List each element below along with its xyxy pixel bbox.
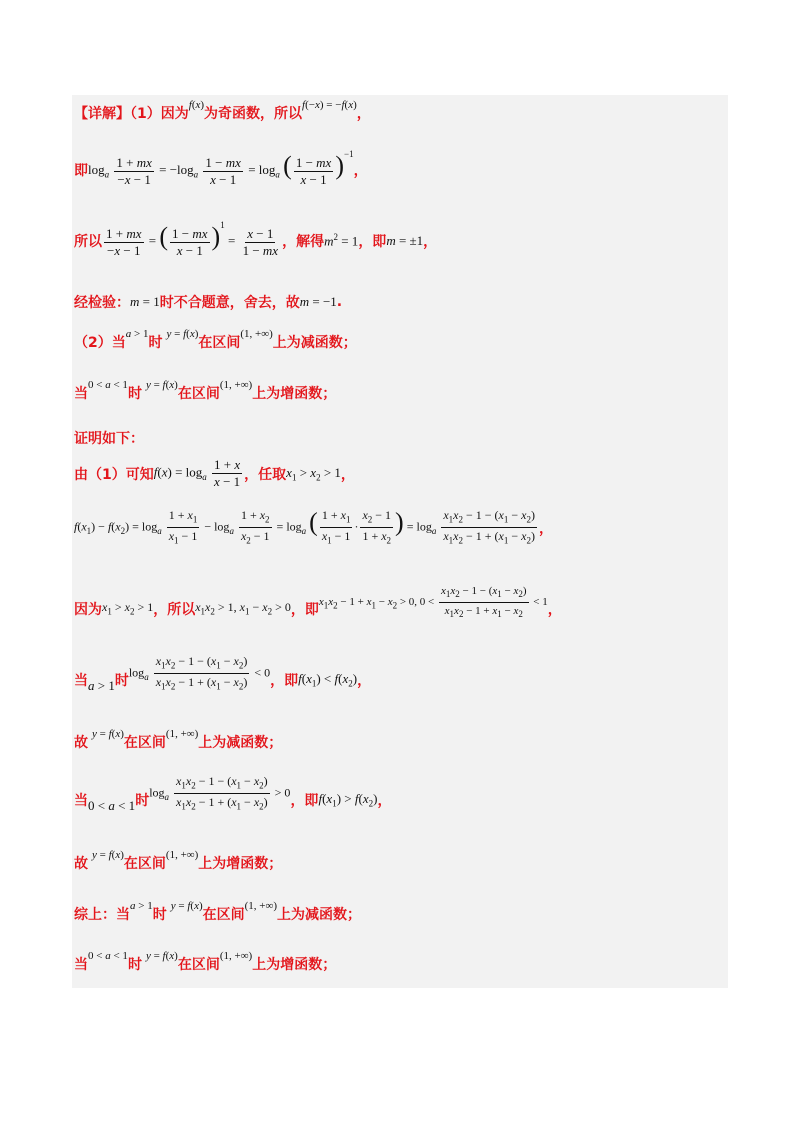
text: 故 xyxy=(74,735,88,751)
text: 时 xyxy=(114,672,129,689)
text: ，即 xyxy=(270,672,299,689)
math: y = f(x) xyxy=(145,950,178,962)
line-15 xyxy=(74,900,361,924)
line-9 xyxy=(74,508,553,548)
math: $x_1x_2 > 1$, $x_1 - x_2 > 0$ xyxy=(195,600,291,617)
math: y = f(x) xyxy=(170,900,203,912)
text: ， xyxy=(357,672,372,689)
text: 经检验： xyxy=(74,295,130,311)
text: 因为 xyxy=(74,601,102,618)
math: 0 < a < 1 xyxy=(88,379,128,391)
text: 【详解】（1）因为 xyxy=(74,106,189,122)
text: 上为减函数； xyxy=(272,335,357,351)
math: $\log_a$ $\frac{x_1x_2 - 1 - (x_1 - x_2)}{x_1x_2 - 1 + (x_1 - x_2)}$ > 0 xyxy=(149,774,291,812)
text: 时 xyxy=(148,335,163,351)
text: 在区间 xyxy=(123,735,166,751)
math: (1, +∞) xyxy=(219,950,253,962)
text: 时不合题意，舍去，故 xyxy=(159,295,300,311)
math: $x_1 > x_2 > 1$ xyxy=(286,464,341,483)
math: y = f(x) xyxy=(92,728,124,740)
text: 当 xyxy=(74,792,88,809)
math: y = f(x) xyxy=(92,849,124,861)
math: (1, +∞) xyxy=(165,728,199,740)
text: ，即 xyxy=(358,233,387,250)
text: 综上：当 xyxy=(74,907,130,923)
text: 在区间 xyxy=(202,907,245,923)
math: a > 1 xyxy=(125,328,149,340)
text: 当 xyxy=(74,672,88,689)
text: . xyxy=(336,294,343,310)
text: 在区间 xyxy=(177,957,220,973)
math: m = 1 xyxy=(130,294,160,309)
line-5 xyxy=(74,328,357,352)
line-11 xyxy=(74,654,372,700)
line-2 xyxy=(74,148,368,187)
text: 上为增函数； xyxy=(252,386,337,402)
text: （2）当 xyxy=(74,335,126,351)
text: 由（1）可知 xyxy=(74,466,154,483)
math: m = ±1 xyxy=(386,232,424,248)
math: $\frac{1 + mx}{-x - 1}$ = ( $\frac{1 - mx}{x - 1}$ )$^1$ = $\frac{x - 1}{1 - mx}$ xyxy=(106,219,279,258)
text: 当 xyxy=(74,957,88,973)
line-7 xyxy=(74,428,144,448)
text: 当 xyxy=(74,386,88,402)
text: 时 xyxy=(127,957,142,973)
text: ，任取 xyxy=(244,466,287,483)
text: 上为减函数； xyxy=(277,907,361,923)
text: 证明如下： xyxy=(74,431,144,447)
text: ，即 xyxy=(290,792,319,809)
math: a > 1 xyxy=(88,677,115,693)
line-13 xyxy=(74,774,392,820)
line-8 xyxy=(74,458,355,489)
math: f(x) xyxy=(188,99,205,111)
math: y = f(x) xyxy=(166,328,199,340)
math: $f(x_1) > f(x_2)$ xyxy=(318,791,378,809)
text: 时 xyxy=(127,386,142,402)
text: ， xyxy=(377,792,392,809)
line-1 xyxy=(74,99,371,123)
line-12 xyxy=(74,728,283,752)
math: $\log_a$ $\frac{x_1x_2 - 1 - (x_1 - x_2)}{x_1x_2 - 1 + (x_1 - x_2)}$ < 0 xyxy=(128,654,271,692)
text: ， xyxy=(340,466,355,483)
text: 即 xyxy=(74,162,88,179)
text: 在区间 xyxy=(177,386,220,402)
math: 0 < a < 1 xyxy=(88,797,136,813)
line-6 xyxy=(74,379,337,403)
text: 故 xyxy=(74,856,88,872)
text: 时 xyxy=(152,907,167,923)
math: $f(x) = \log_a$ $\frac{1 + x}{x - 1}$ xyxy=(153,457,241,489)
math: f(−x) = −f(x) xyxy=(302,99,357,111)
text: 为奇函数，所以 xyxy=(204,106,303,122)
math: (1, +∞) xyxy=(219,379,253,391)
math: $f(x_1) - f(x_2) = \log_a$ $\frac{1 + x_1}{x_1 - 1}$ − $\log_a$ $\frac{1 + x_2}{x_2 - 1}$ = $\log_a$ ( $\frac{1 + x_1}{x_1 - 1}$ · $\frac{x_2 - 1}{1 + x_2}$ ) = $\log_a$ $\frac{x_1x_2 - 1 - (x_1 - x_2)}{x_1x_2 - 1 + (x_1 - x_2)}$ xyxy=(74,507,535,546)
text: 时 xyxy=(135,792,150,809)
math: $\log_a$ $\frac{1 + mx}{-x - 1}$ = $-\log_a$ $\frac{1 - mx}{x - 1}$ = $\log_a$ ( $\frac{1 - mx}{x - 1}$ )$^{-1}$ xyxy=(88,148,354,187)
math: (1, +∞) xyxy=(240,328,273,340)
text: 在区间 xyxy=(123,856,166,872)
line-4 xyxy=(74,292,342,312)
math: $m^2 = 1$ xyxy=(324,232,359,249)
text: ，即 xyxy=(290,601,319,618)
text: 所以 xyxy=(74,233,102,250)
math: y = f(x) xyxy=(145,379,178,391)
text: ， xyxy=(547,601,562,618)
text: 上为减函数； xyxy=(198,735,283,751)
math: a > 1 xyxy=(130,900,153,912)
text: ， xyxy=(538,520,553,537)
line-3 xyxy=(74,219,438,258)
text: 上为增函数； xyxy=(198,856,283,872)
text: 在区间 xyxy=(198,335,241,351)
text: ， xyxy=(353,162,368,179)
math: $x_1x_2 - 1 + x_1 - x_2 > 0$, 0 < $\frac{x_1x_2 - 1 - (x_1 - x_2)}{x_1x_2 - 1 + x_1 - x_2}$ < 1 xyxy=(318,585,548,620)
line-16 xyxy=(74,950,337,974)
line-10 xyxy=(74,585,562,627)
text: ，解得 xyxy=(282,233,325,250)
math: (1, +∞) xyxy=(244,900,277,912)
text: ，所以 xyxy=(153,601,196,618)
line-14 xyxy=(74,849,283,873)
math: m = −1 xyxy=(299,294,337,309)
math: $f(x_1) < f(x_2)$ xyxy=(298,671,358,689)
text: ， xyxy=(423,233,438,250)
text: ， xyxy=(356,106,371,122)
math: $x_1 > x_2 > 1$ xyxy=(102,600,154,617)
math: 0 < a < 1 xyxy=(88,950,128,962)
text: 上为增函数； xyxy=(252,957,337,973)
math: (1, +∞) xyxy=(165,849,199,861)
